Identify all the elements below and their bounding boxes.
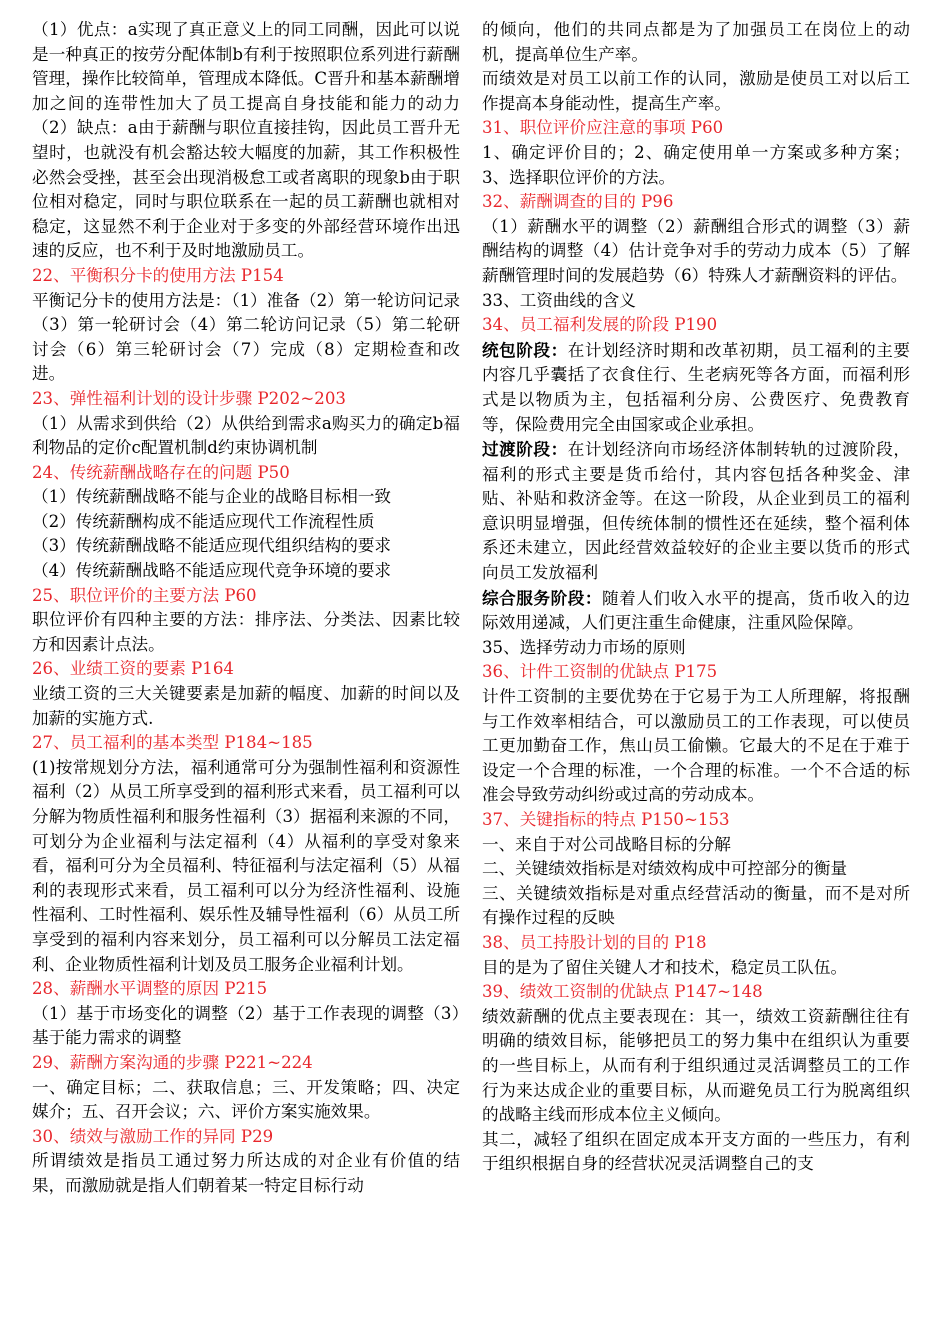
paragraph-text: 随着人们收入水平的提高，货币收入的边际效用递减，人们更注重生命健康，注重风险保障。 bbox=[482, 588, 910, 633]
section-heading: 23、弹性福利计划的设计步骤 P202~203 bbox=[32, 388, 346, 408]
paragraph: (1)按常规划分方法，福利通常可分为强制性福利和资源性福利（2）从员工所享受到的福利形式来看，员工福利可以分解为物质性福利和服务性福利（3）据福利来源的不同，可划分为企业福利与法定福利（4）从福利的享受对象来看，福利可分为全员福利、特征福利与法定福利（5）从福利的表现形式来看，员工福利可以分为经济性福利、设施性福利、工时性福利、娱乐性及辅导性福利（6）从员工所享受到的福利内容来划分，员工福利可以分解员工法定福利、企业物质性福利计划及员工服务企业福利计划。 bbox=[32, 757, 460, 974]
paragraph: 一、来自于对公司战略目标的分解 bbox=[482, 834, 731, 854]
section-heading: 26、业绩工资的要素 P164 bbox=[32, 659, 234, 679]
paragraph: 而绩效是对员工以前工作的认同，激励是使员工对以后工作提高本身能动性，提高生产率。 bbox=[482, 69, 910, 113]
right-column bbox=[482, 18, 910, 1344]
paragraph: 三、关键绩效指标是对重点经营活动的衡量，而不是对所有操作过程的反映 bbox=[482, 883, 910, 928]
section-heading: 34、员工福利发展的阶段 P190 bbox=[482, 315, 718, 335]
section-heading: 25、职位评价的主要方法 P60 bbox=[32, 585, 257, 605]
paragraph: （3）传统薪酬战略不能适应现代组织结构的要求 bbox=[32, 536, 392, 556]
section-heading: 28、薪酬水平调整的原因 P215 bbox=[32, 979, 268, 999]
paragraph: （1）基于市场变化的调整（2）基于工作表现的调整（3）基于能力需求的调整 bbox=[32, 1003, 460, 1048]
section-heading: 27、员工福利的基本类型 P184~185 bbox=[32, 733, 313, 753]
paragraph: （1）传统薪酬战略不能与企业的战略目标相一致 bbox=[32, 487, 392, 507]
section-heading: 38、员工持股计划的目的 P18 bbox=[482, 932, 707, 952]
paragraph: 所谓绩效是指员工通过努力所达成的对企业有价值的结果，而激励就是指人们朝着某一特定目标行动 bbox=[32, 1151, 460, 1195]
section-heading: 22、平衡积分卡的使用方法 P154 bbox=[32, 265, 284, 285]
section-heading: 32、薪酬调查的目的 P96 bbox=[482, 192, 674, 212]
paragraph: 其二，减轻了组织在固定成本开支方面的一些压力，有利于组织根据自身的经营状况灵活调整自己的支 bbox=[482, 1129, 910, 1174]
section-heading: 30、绩效与激励工作的异同 P29 bbox=[32, 1126, 274, 1146]
paragraph: 计件工资制的主要优势在于它易于为工人所理解，将报酬与工作效率相结合，可以激励员工的工作表现，可以使员工更加勤奋工作，焦山员工偷懒。它最大的不足在于难于设定一个合理的标准，一个合理的标准。一个不合适的标准会导致劳动纠纷或过高的劳动成本。 bbox=[482, 687, 910, 805]
paragraph: 职位评价有四种主要的方法：排序法、分类法、因素比较方和因素计点法。 bbox=[32, 610, 460, 654]
paragraph: （1）优点：a实现了真正意义上的同工同酬，因此可以说是一种真正的按劳分配体制b有利于按照职位系列进行薪酬管理，操作比较简单，管理成本降低。C晋升和基本薪酬增加之间的连带性加大了员工提高自身技能和能力的动力（2）缺点：a由于薪酬与职位直接挂钩，因此员工晋升无望时，也就没有机会豁达较大幅度的加薪，其工作积极性必然会受挫，甚至会出现消极怠工或者离职的现象b由于职位相对稳定，同时与职位联系在一起的员工薪酬也就相对稳定，这显然不利于企业对于多变的外部经营环境作出迅速的反应，也不利于及时地激励员工。 bbox=[32, 20, 460, 261]
paragraph bbox=[482, 586, 910, 636]
paragraph-lead: 过渡阶段： bbox=[482, 439, 568, 460]
paragraph-lead: 综合服务阶段： bbox=[482, 587, 602, 608]
section-heading: 24、传统薪酬战略存在的问题 P50 bbox=[32, 462, 290, 482]
paragraph: 二、关键绩效指标是对绩效构成中可控部分的衡量 bbox=[482, 859, 848, 879]
section-heading: 31、职位评价应注意的事项 P60 bbox=[482, 118, 724, 138]
paragraph: （2）传统薪酬构成不能适应现代工作流程性质 bbox=[32, 511, 375, 531]
paragraph-text: 在计划经济向市场经济体制转轨的过渡阶段，福利的形式主要是货币给付，其内容包括各种奖金、津贴、补贴和救济金等。在这一阶段，从企业到员工的福利意识明显增强，但传统体制的惯性还在延续，整个福利体系还未建立，因此经营效益较好的企业主要以货币的形式向员工发放福利 bbox=[482, 440, 910, 583]
paragraph: 35、选择劳动力市场的原则 bbox=[482, 637, 686, 657]
section-heading: 39、绩效工资制的优缺点 P147~148 bbox=[482, 982, 763, 1002]
paragraph bbox=[482, 437, 910, 586]
section-heading: 37、关键指标的特点 P150~153 bbox=[482, 810, 730, 829]
paragraph: （1）从需求到供给（2）从供给到需求a购买力的确定b福利物品的定价c配置机制d约束协调机制 bbox=[32, 413, 460, 458]
paragraph: 1、确定评价目的；2、确定使用单一方案或多种方案；3、选择职位评价的方法。 bbox=[482, 142, 910, 187]
paragraph: （4）传统薪酬战略不能适应现代竞争环境的要求 bbox=[32, 561, 392, 581]
paragraph: 一、确定目标；二、获取信息；三、开发策略；四、决定媒介；五、召开会议；六、评价方案实施效果。 bbox=[32, 1077, 460, 1122]
paragraph: （1）薪酬水平的调整（2）薪酬组合形式的调整（3）薪酬结构的调整（4）估计竞争对手的劳动力成本（5）了解薪酬管理时间的发展趋势（6）特殊人才薪酬资料的评估。 bbox=[482, 216, 910, 285]
section-heading: 36、计件工资制的优缺点 P175 bbox=[482, 662, 718, 682]
paragraph: 平衡记分卡的使用方法是：（1）准备（2）第一轮访问记录（3）第一轮研讨会（4）第二轮访问记录（5）第二轮研讨会（6）第三轮研讨会（7）完成（8）定期检查和改进。 bbox=[32, 290, 460, 384]
paragraph-text: 在计划经济时期和改革初期，员工福利的主要内容几乎囊括了衣食住行、生老病死等各方面，而福利形式是以物质为主，包括福利分房、公费医疗、免费教育等，保险费用完全由国家或企业承担。 bbox=[482, 340, 910, 434]
paragraph bbox=[482, 338, 910, 437]
paragraph: 33、工资曲线的含义 bbox=[482, 290, 636, 310]
paragraph: 绩效薪酬的优点主要表现在：其一，绩效工资薪酬往往有明确的绩效目标，能够把员工的努力集中在组织认为重要的一些目标上，从而有利于组织通过灵活调整员工的工作行为来达成企业的重要目标，从而避免员工行为脱离组织的战略主线而形成本位主义倾向。 bbox=[482, 1006, 910, 1125]
section-heading: 29、薪酬方案沟通的步骤 P221~224 bbox=[32, 1052, 313, 1072]
paragraph: 的倾向，他们的共同点都是为了加强员工在岗位上的动机，提高单位生产率。 bbox=[482, 20, 910, 64]
paragraph-lead: 统包阶段： bbox=[482, 339, 568, 360]
paragraph: 目的是为了留住关键人才和技术，稳定员工队伍。 bbox=[482, 957, 848, 977]
paragraph: 业绩工资的三大关键要素是加薪的幅度、加薪的时间以及加薪的实施方式. bbox=[32, 684, 460, 728]
left-column bbox=[32, 18, 460, 1344]
